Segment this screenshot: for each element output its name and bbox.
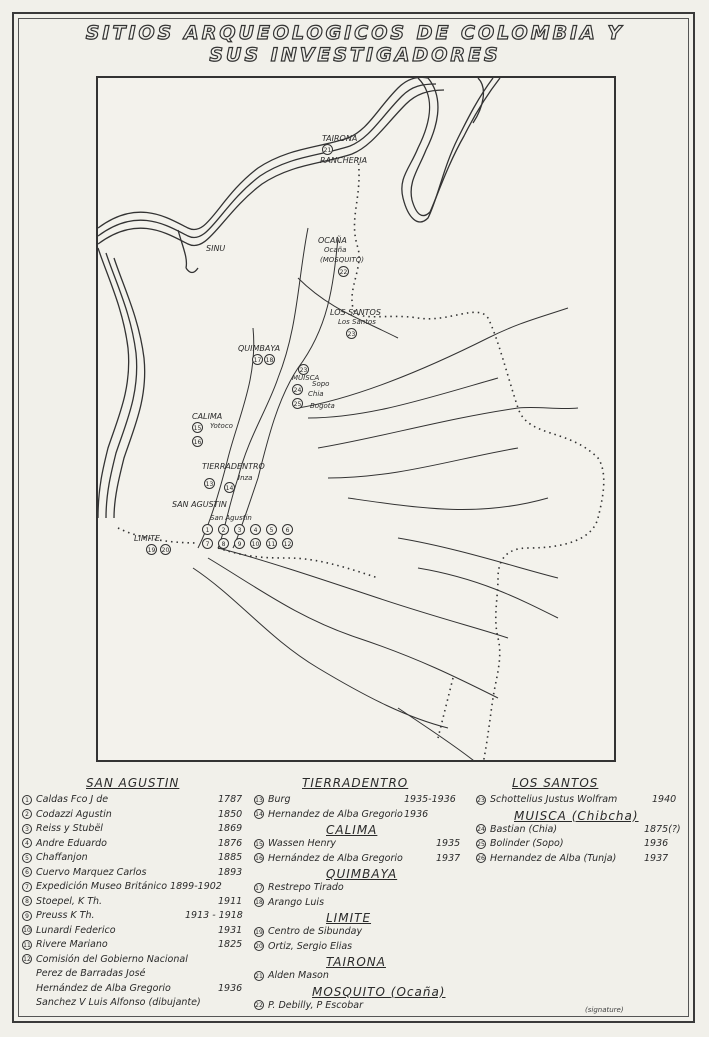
legend-entry — [22, 809, 112, 823]
site-number-badge: 9 — [22, 911, 32, 921]
legend-entry — [22, 939, 108, 953]
site-number-badge: 23 — [477, 796, 485, 804]
site-marker: 15 — [192, 422, 203, 433]
site-marker: 10 — [250, 538, 261, 549]
site-number-badge: 19 — [255, 928, 263, 936]
map-drawing — [98, 78, 616, 762]
investigation-year: 1911 — [218, 895, 243, 907]
site-marker: 3 — [234, 524, 245, 535]
label-los-santos-town: Los Santos — [338, 318, 376, 326]
investigation-year: 1931 — [218, 924, 243, 936]
investigator-name: Stoepel, K Th. — [36, 895, 103, 907]
legend-heading-san-agustin: SAN AGUSTIN — [86, 776, 180, 790]
legend-entry — [22, 852, 88, 866]
investigation-year: 1940 — [652, 794, 677, 805]
investigation-year: 1937 — [644, 852, 669, 864]
site-number-badge: 22 — [255, 1002, 263, 1009]
investigator-name: Hernández de Alba Gregorio — [268, 852, 403, 864]
site-number-badge: 25 — [477, 840, 485, 848]
label-ocana-town: Ocaña — [324, 246, 347, 254]
investigation-year: 1885 — [218, 852, 243, 863]
investigation-year: 1935-1936 — [404, 794, 456, 805]
investigation-year: 1913 - 1918 — [185, 910, 243, 921]
investigator-name: Cuervo Marquez Carlos — [36, 866, 147, 878]
legend-entry — [22, 983, 171, 997]
label-tairona: TAIRONA — [322, 134, 358, 143]
legend-entry — [476, 824, 557, 838]
site-marker: 21 — [322, 144, 333, 155]
investigator-name: Wassen Henry — [268, 838, 337, 849]
site-number-badge: 8 — [22, 896, 32, 906]
label-san-agustin-town: San Agustin — [210, 514, 252, 522]
artist-signature: (signature) — [585, 1006, 624, 1014]
site-number-badge: 13 — [255, 796, 263, 804]
site-number-badge: 10 — [23, 927, 31, 934]
legend-entry — [22, 997, 201, 1011]
site-marker: 11 — [266, 538, 277, 549]
site-marker: 18 — [264, 354, 275, 365]
investigator-name: Caldas Fco J de — [36, 794, 109, 805]
investigator-name: Comisión del Gobierno Nacional — [36, 953, 188, 965]
label-muisca: MUISCA — [292, 374, 320, 382]
site-number-badge: 15 — [255, 840, 263, 848]
investigator-name: Bastian (Chia) — [490, 823, 558, 835]
investigation-year: 1850 — [218, 808, 243, 820]
investigation-year: 1936 — [218, 982, 243, 994]
site-number-badge: 14 — [255, 811, 263, 818]
investigator-name: Lunardi Federico — [36, 924, 116, 936]
legend-heading: QUIMBAYA — [326, 867, 398, 881]
site-marker: 16 — [192, 436, 203, 447]
investigator-name: Ortiz, Sergio Elias — [268, 940, 353, 952]
site-marker: 8 — [218, 538, 229, 549]
label-quimbaya: QUIMBAYA — [238, 344, 281, 353]
site-marker: 2 — [218, 524, 229, 535]
site-number-badge: 12 — [23, 956, 31, 963]
investigator-name: Schottelius Justus Wolfram — [490, 794, 618, 805]
legend-heading: LIMITE — [326, 911, 372, 925]
label-limite: LIMITE — [134, 534, 161, 543]
legend-entry — [22, 910, 95, 924]
legend-heading: CALIMA — [326, 823, 378, 837]
investigator-name: Chaffanjon — [36, 852, 88, 863]
legend-entry — [254, 926, 362, 940]
legend-entry — [22, 838, 107, 852]
label-yotoco: Yotoco — [210, 422, 233, 430]
investigator-name: Hernández de Alba Gregorio — [36, 982, 171, 994]
site-number-badge: 16 — [255, 855, 263, 862]
investigator-name: Andre Eduardo — [36, 837, 107, 849]
site-marker: 20 — [160, 544, 171, 555]
title-line-2: SUS INVESTIGADORES — [209, 44, 501, 66]
label-rancheria: RANCHERIA — [320, 156, 368, 165]
legend-entry — [476, 838, 564, 852]
investigator-name: Sanchez V Luis Alfonso (dibujante) — [36, 997, 201, 1008]
site-marker: 6 — [282, 524, 293, 535]
site-number-badge: 26 — [477, 855, 485, 862]
site-marker: 5 — [266, 524, 277, 535]
label-chia: Chia — [308, 390, 324, 398]
legend-entry — [476, 794, 617, 808]
investigation-year: 1787 — [218, 794, 243, 805]
title-line-1: SITIOS ARQUEOLOGICOS DE COLOMBIA Y — [85, 22, 625, 44]
investigator-name: P. Debilly, P Escobar — [268, 999, 363, 1011]
investigator-name: Reiss y Stubël — [36, 823, 103, 834]
legend-heading-los-santos: LOS SANTOS — [512, 776, 599, 790]
site-marker: 12 — [282, 538, 293, 549]
site-marker: 25 — [292, 398, 303, 409]
site-marker: 9 — [234, 538, 245, 549]
legend-entry — [254, 853, 403, 867]
investigation-year: 1876 — [218, 837, 243, 849]
site-marker: 24 — [292, 384, 303, 395]
site-marker: 1 — [202, 524, 213, 535]
label-bogota: Bogota — [310, 402, 335, 410]
investigator-name: Rivere Mariano — [36, 939, 108, 950]
label-los-santos: LOS SANTOS — [330, 308, 381, 317]
site-marker: 23 — [346, 328, 357, 339]
legend-entry — [22, 794, 108, 808]
site-number-badge: 18 — [255, 899, 263, 906]
site-number-badge: 4 — [22, 838, 32, 848]
label-tierradentro: TIERRADENTRO — [202, 462, 265, 471]
site-number-badge: 6 — [22, 867, 32, 877]
investigation-year: 1893 — [218, 866, 243, 878]
site-marker: 23 — [298, 364, 309, 375]
site-marker: 14 — [224, 482, 235, 493]
legend-heading: MUISCA (Chibcha) — [514, 808, 639, 823]
site-number-badge: 7 — [22, 882, 32, 892]
investigator-name: Arango Luis — [268, 896, 325, 908]
investigation-year: 1936 — [644, 838, 669, 849]
legend-entry — [22, 896, 102, 910]
legend-heading: MOSQUITO (Ocaña) — [312, 984, 446, 999]
site-number-badge: 21 — [255, 972, 263, 980]
site-marker: 13 — [204, 478, 215, 489]
site-number-badge: 3 — [22, 824, 32, 834]
label-ocana: OCAÑA — [318, 236, 347, 245]
legend-entry — [22, 867, 146, 881]
site-number-badge: 5 — [22, 853, 32, 863]
investigator-name: Burg — [268, 794, 291, 805]
legend-entry — [22, 823, 103, 837]
legend-heading: TAIRONA — [326, 955, 386, 969]
legend-entry — [254, 882, 344, 896]
site-number-badge: 20 — [255, 943, 263, 950]
site-number-badge: 1 — [22, 795, 32, 805]
site-marker: 17 — [252, 354, 263, 365]
label-sinu: SINU — [206, 244, 226, 253]
legend-entry — [254, 970, 329, 984]
investigator-name: Alden Mason — [268, 970, 329, 981]
label-sopo: Sopo — [312, 380, 330, 388]
legend-entry — [254, 1000, 363, 1014]
label-calima: CALIMA — [192, 412, 223, 421]
legend-entry — [254, 941, 352, 955]
investigator-name: Preuss K Th. — [36, 910, 95, 921]
legend-heading-tierradentro: TIERRADENTRO — [302, 776, 409, 790]
legend-entry — [22, 954, 188, 968]
legend-entry — [254, 794, 290, 808]
site-marker: 22 — [338, 266, 349, 277]
investigation-year: 1936 — [404, 808, 429, 820]
legend-entry — [22, 968, 145, 982]
investigator-name: Perez de Barradas José — [36, 968, 146, 979]
investigator-name: Centro de Sibunday — [268, 926, 363, 937]
investigator-name: Hernandez de Alba Gregorio — [268, 808, 403, 820]
site-number-badge: 24 — [477, 826, 485, 833]
legend-entry — [476, 853, 616, 867]
site-number-badge: 11 — [23, 941, 31, 949]
site-number-badge: 17 — [255, 884, 263, 892]
investigator-name: Bolinder (Sopo) — [490, 838, 564, 849]
legend-entry — [22, 925, 116, 939]
label-inza: Inza — [238, 474, 253, 482]
investigation-year: 1937 — [436, 852, 461, 864]
site-marker: 4 — [250, 524, 261, 535]
label-san-agustin: SAN AGUSTIN — [172, 500, 227, 509]
site-marker: 19 — [146, 544, 157, 555]
legend-entry — [254, 897, 324, 911]
investigator-name: Expedición Museo Británico 1899-1902 — [36, 881, 222, 892]
site-marker: 7 — [202, 538, 213, 549]
map-panel — [96, 76, 616, 762]
label-mosquito: (MOSQUITO) — [320, 256, 364, 264]
investigator-name: Restrepo Tirado — [268, 882, 344, 893]
investigation-year: 1869 — [218, 823, 243, 834]
investigation-year: 1935 — [436, 838, 461, 849]
investigation-year: 1825 — [218, 939, 243, 950]
investigator-name: Codazzi Agustin — [36, 808, 112, 820]
legend-entry — [22, 881, 222, 895]
legend-entry — [254, 838, 336, 852]
map-title — [30, 22, 680, 66]
investigator-name: Hernandez de Alba (Tunja) — [490, 852, 617, 864]
legend-entry — [254, 809, 403, 823]
site-number-badge: 2 — [22, 809, 32, 819]
investigation-year: 1875(?) — [644, 823, 681, 835]
